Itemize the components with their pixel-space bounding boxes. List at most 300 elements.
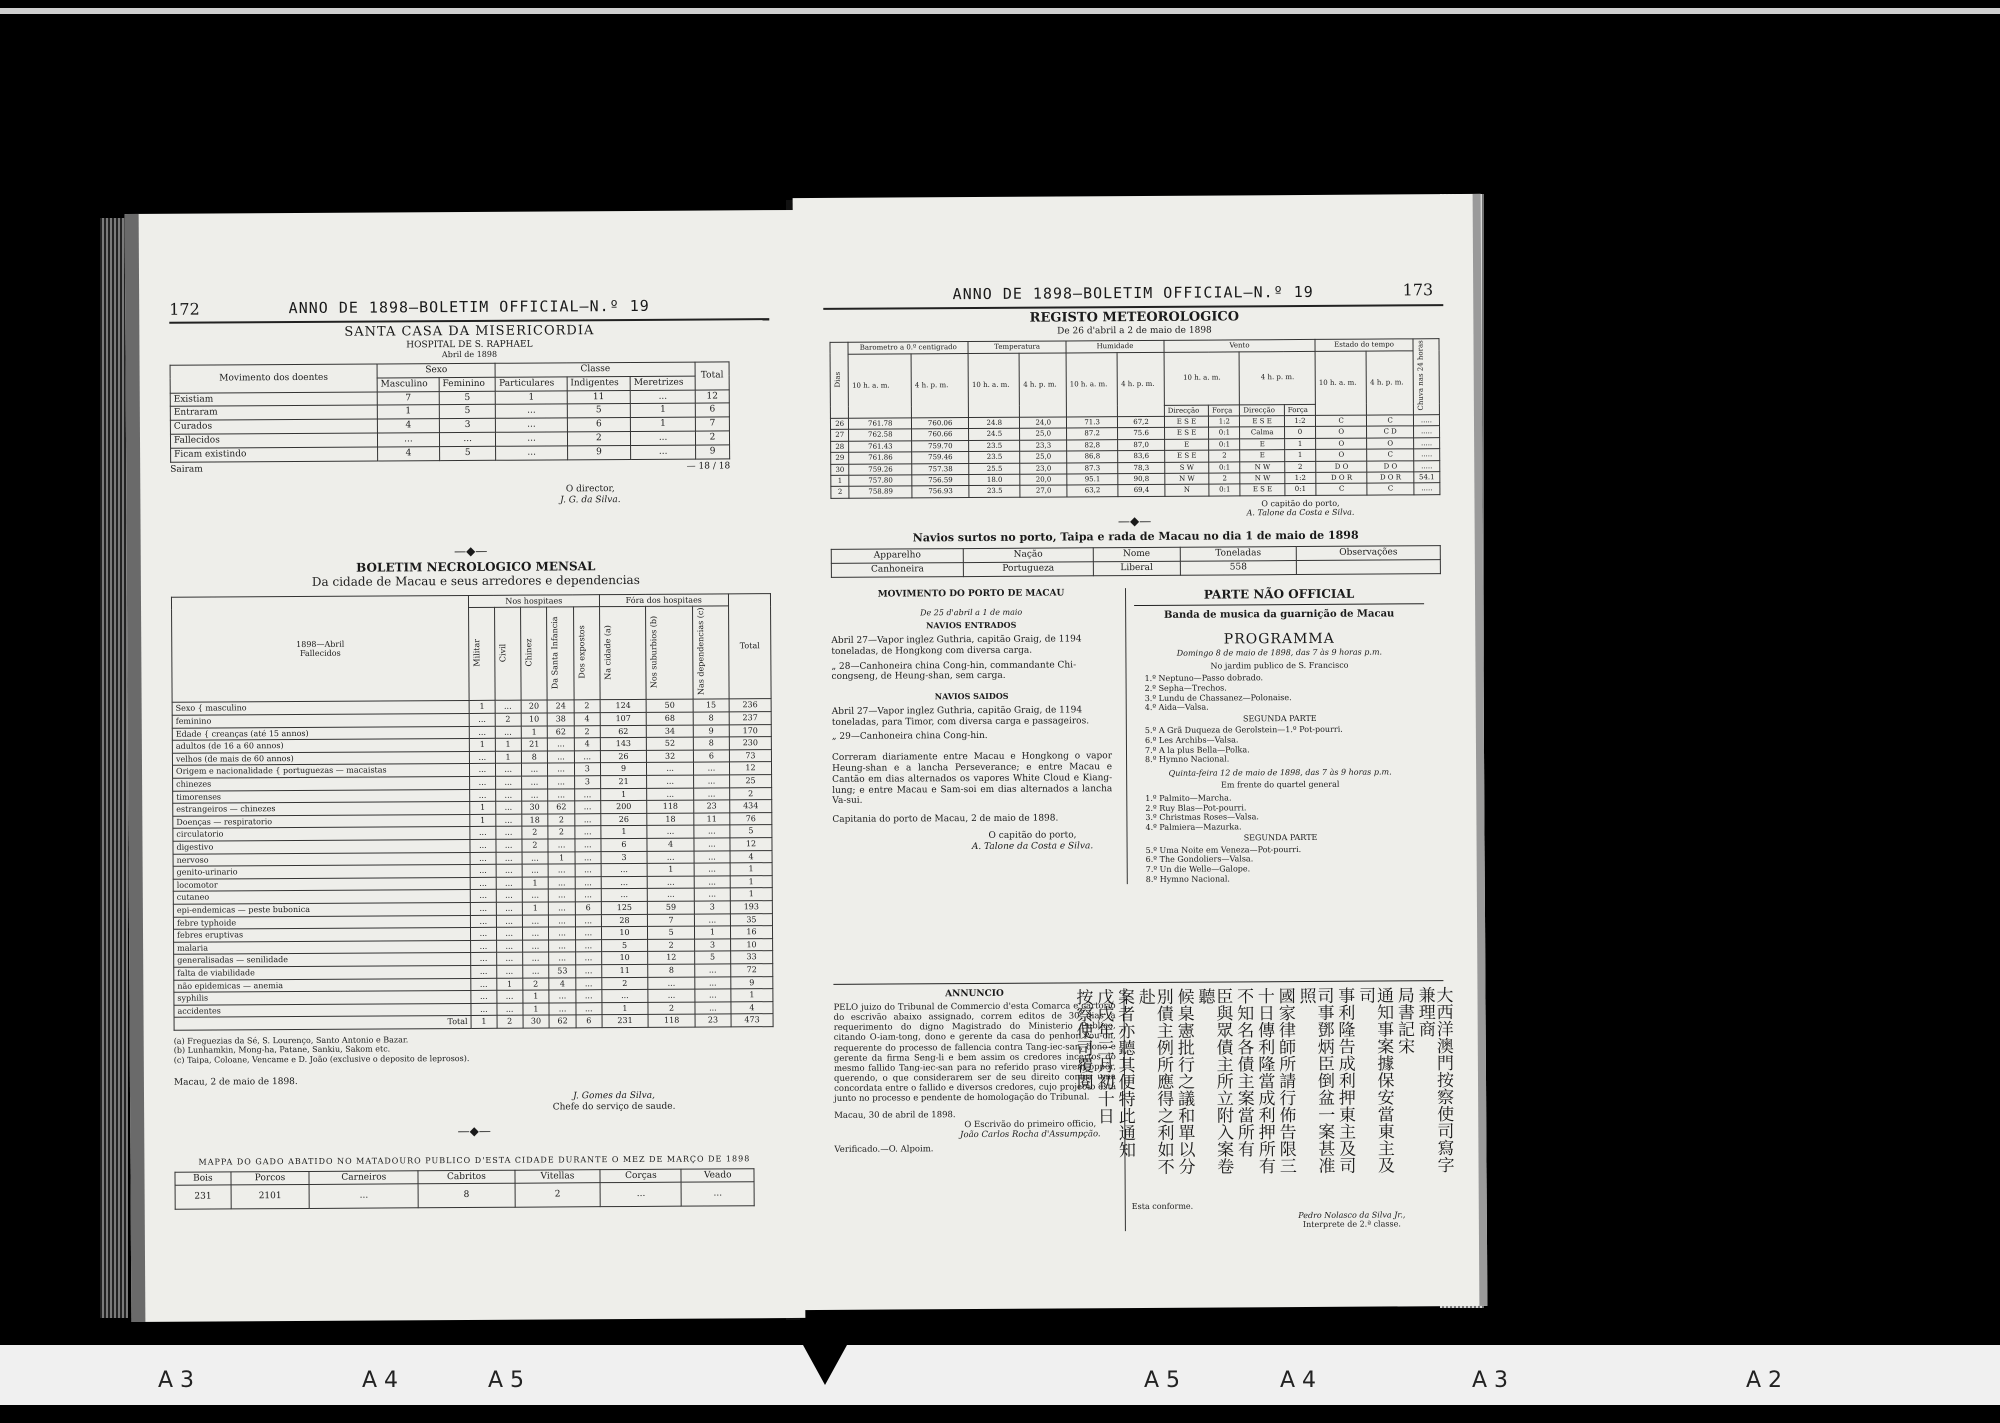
date-2: Quinta-feira 12 de maio de 1898, das 7 às 9 horas p.m. (1168, 767, 1392, 778)
misericordia-body (170, 389, 729, 461)
row-label: accidentes (174, 1003, 471, 1017)
table-cell: ... (575, 801, 601, 814)
table-cell: 0 (1284, 427, 1315, 439)
table-cell: ... (497, 990, 523, 1003)
table-cell: 9 (696, 445, 730, 459)
period: De 25 d'abril a 1 de maio (920, 607, 1023, 618)
table-cell: ... (694, 787, 730, 800)
table-cell: ... (694, 888, 730, 901)
table-cell: ... (694, 838, 730, 851)
table-cell: ... (470, 902, 496, 915)
table-cell: ... (575, 864, 601, 877)
table-cell: 1 (521, 726, 548, 739)
row-label: chinezes (173, 776, 470, 790)
table-cell: ... (647, 775, 694, 788)
table-cell: 118 (648, 1014, 695, 1027)
table-cell: ... (548, 864, 575, 877)
table-cell: 25.5 (969, 463, 1020, 475)
place-date: Capitania do porto de Macau, 2 de maio de 1898. (832, 813, 1059, 826)
table-cell: ... (695, 989, 731, 1002)
necrologico-body (172, 699, 773, 1017)
col-head (692, 606, 729, 699)
table-cell: ... (522, 952, 549, 965)
table-cell: 0:1 (1209, 439, 1240, 451)
table-cell: 2 (497, 1015, 523, 1028)
table-cell: C (1316, 415, 1367, 427)
col-days: Dias (830, 343, 849, 419)
table-cell: ... (496, 827, 522, 840)
chinese-column: 戊戌年三月初十日 (1093, 988, 1114, 1125)
chinese-columns (1072, 986, 1454, 1198)
table-cell: 2 (1209, 450, 1240, 462)
row-label: Fallecidos (170, 433, 377, 448)
sum-total: — 18 / 18 (686, 460, 731, 472)
table-cell: 4 (730, 850, 772, 863)
table-cell: ... (602, 989, 649, 1002)
chinese-column: 不知名各債主案當所有 (1233, 987, 1255, 1158)
table-cell: ... (471, 940, 497, 953)
misericordia-table (170, 361, 731, 462)
film-label: A 3 (1472, 1368, 1509, 1393)
chinese-column: 事利隆告成利押東主及司 (1334, 986, 1356, 1174)
table-cell: 59 (648, 901, 695, 914)
col-head: Nome (1093, 547, 1180, 561)
parte-section (1125, 586, 1426, 884)
table-cell: ... (497, 1003, 523, 1016)
table-cell: 62 (549, 1015, 576, 1028)
table-cell: 21 (521, 738, 548, 751)
table-cell: 230 (729, 737, 771, 750)
table-cell: 54.1 (1414, 472, 1440, 484)
footnotes: (a) Freguezias da Sé, S. Lourenço, Santo Antonio e Bazar. (b) Lunhamkin, Mong-ha, Patane, Sankiu, Sakom etc. (c) Taipa, Coloane, Vencame e D. João (exclusive o deposito de leprosos). (173, 1035, 470, 1065)
film-top-edge (0, 8, 2000, 14)
col-head-label: Da Santa Infancia (550, 616, 560, 689)
table-cell: 2 (601, 977, 648, 990)
table-cell: 10 (601, 927, 648, 940)
group-outside: Fóra dos hospitaes (599, 594, 728, 607)
table-cell: Canhoneira (831, 563, 963, 578)
col-head: Apparelho (831, 549, 963, 564)
table-cell: ... (574, 750, 600, 763)
col-head-label: Militar (472, 639, 482, 667)
section-title: SANTA CASA DA MISERICORDIA (344, 323, 595, 340)
table-cell: 2 (515, 1183, 601, 1208)
chinese-notice (1072, 986, 1454, 1231)
table-cell: 6 (567, 418, 631, 432)
table-cell: 756.93 (912, 486, 969, 498)
table-cell: 38 (547, 713, 574, 726)
table-cell: 30 (523, 1015, 550, 1028)
table-cell: 237 (729, 712, 771, 725)
table-cell: 30 (831, 464, 849, 476)
col-head (646, 606, 693, 699)
table-cell: D O R (1316, 472, 1367, 484)
table-cell: 2 (521, 839, 548, 852)
table-cell: 1 (1284, 438, 1315, 450)
table-cell: 2 (567, 431, 631, 445)
table-cell: ... (522, 852, 549, 865)
table-cell: ... (471, 978, 497, 991)
table-cell: 6 (695, 403, 729, 417)
row-label: Entraram (170, 405, 377, 420)
table-cell: ... (575, 851, 601, 864)
table-cell: 12 (729, 762, 771, 775)
table-cell: 759.26 (849, 463, 912, 475)
table-cell: 1 (377, 405, 439, 419)
col-head-label: Na cidade (a) (602, 624, 613, 680)
col-wind: Vento (1164, 340, 1315, 352)
film-label: A 5 (488, 1368, 525, 1393)
list-3: 1.º Palmito—Marcha. 2.º Ruy Blas—Pot-pourri. 3.º Christmas Roses—Valsa. 4.º Palmiera—Mazurka. (1145, 793, 1259, 832)
row-label: Doenças — respiratorio (173, 814, 470, 828)
table-cell: 8 (521, 751, 548, 764)
table-cell: 125 (601, 901, 648, 914)
subcol: Meretrizes (630, 376, 695, 390)
place-1: No jardim publico de S. Francisco (1210, 660, 1349, 671)
table-cell: 2 (696, 431, 730, 445)
table-cell: ... (576, 965, 602, 978)
table-cell: 2 (521, 826, 548, 839)
table-cell: 62 (547, 725, 574, 738)
table-cell: 6 (693, 750, 729, 763)
table-cell: 4 (574, 713, 600, 726)
table-cell: 25 (729, 775, 771, 788)
necrologico-section (171, 558, 784, 1116)
table-cell: 9 (693, 725, 729, 738)
table-cell: 107 (600, 712, 647, 725)
col-head-label: Dos expostos (577, 625, 587, 680)
chinese-column: 局書記宋 (1393, 986, 1415, 1055)
table-cell: ... (548, 738, 575, 751)
table-cell: ... (496, 965, 522, 978)
table-cell: ... (496, 902, 522, 915)
table-cell: ... (575, 939, 601, 952)
table-cell: ... (496, 446, 567, 460)
table-cell: 8 (693, 737, 729, 750)
table-cell: ..... (1414, 483, 1440, 495)
table-cell: Portugueza (963, 562, 1093, 577)
col-head (599, 607, 646, 700)
table-cell: ... (469, 764, 495, 777)
table-cell: 1:2 (1285, 472, 1316, 484)
row-label: epi-endemicas — peste bubonica (173, 902, 470, 916)
table-cell: 20,0 (1020, 474, 1067, 486)
meteo-table: Dias Barometro a 0.º centigrado Temperatura Humidade Vento Estado do tempo Chuva nas 24 horas 10 h. a. m. 4 h. p. m. 10 h. a. m. 4 h. p. m. 10 h. a. m. 4 h. p. m. 10 h. a. m. 4 h. p. m. 10 h. a. m. 4 h. p. m. Direcção Força Direcção Força 26 761.78 760.06 24.8 24,0 71.3 67,2 E S E 1:2 E S E 1:2 C C ..... 27 762.58 760.66 24.5 25,0 87.2 75.6 E S E 0:1 Calma 0 O C D ..... 28 761.43 759.70 23.5 23,3 82,8 87,0 E 0:1 E 1 O O ..... 29 761.86 759.46 23.5 25,0 86,8 83,6 E S E 2 E 1 O C ..... 30 759.26 757.38 25.5 23,0 87.3 78,3 S W 0:1 N W 2 D O D O ..... 1 757.80 756.59 18.0 20,0 95.1 90,8 N W 2 N W 1:2 D O R D O R 54.1 2 758.89 756.93 23.5 27,0 63,2 69,4 N 0:1 E S E 0:1 C C ..... (829, 339, 1440, 499)
col-head (469, 608, 495, 701)
table-cell: 32 (647, 750, 694, 763)
table-cell: 10 (521, 713, 548, 726)
health-chief-signature: J. Gomes da Silva, Chefe do serviço de saude. (552, 1091, 676, 1113)
table-cell: C D (1367, 426, 1414, 438)
table-cell: 21 (600, 775, 647, 788)
table-cell: 9 (731, 976, 773, 989)
col-head-label: Nos suburbios (b) (649, 615, 659, 689)
film-label: A 4 (362, 1368, 399, 1393)
table-cell: ... (576, 1002, 602, 1015)
table-cell: 2 (548, 826, 575, 839)
table-cell: ..... (1413, 415, 1439, 427)
table-cell: ..... (1414, 437, 1440, 449)
table-cell: 1 (730, 888, 772, 901)
table-total-row: Total 1 2 30 62 6 231 118 23 473 (174, 1014, 773, 1030)
table-cell: ... (575, 788, 601, 801)
table-cell: E (1164, 439, 1208, 451)
table-cell: 761.43 (849, 441, 912, 453)
table-cell: ... (439, 432, 496, 446)
table-cell: 1 (694, 926, 730, 939)
table-cell: 558 (1180, 561, 1297, 576)
navios-row (831, 560, 1440, 578)
table-cell: ... (522, 915, 549, 928)
table-cell: 0:1 (1209, 484, 1240, 496)
table-cell: 1 (730, 875, 772, 888)
film-label: A 2 (1746, 1368, 1783, 1393)
table-cell: 73 (729, 749, 771, 762)
table-cell: 3 (694, 901, 730, 914)
section-subtitle: De 26 d'abril a 2 de maio de 1898 (1057, 325, 1212, 337)
table-cell: ... (470, 776, 496, 789)
table-cell: E S E (1240, 484, 1284, 496)
col-barometer: Barometro a 0.º centigrado (848, 342, 968, 354)
table-cell: 2 (648, 939, 695, 952)
table-cell (1297, 560, 1441, 575)
table-cell: ... (496, 952, 522, 965)
table-cell: ... (648, 888, 695, 901)
table-cell: O (1316, 438, 1367, 450)
section-title: Navios surtos no porto, Taipa e rada de Macau no dia 1 de maio de 1898 (912, 528, 1359, 545)
gado-values-row (175, 1182, 754, 1210)
row-label: timorenses (173, 789, 470, 803)
table-cell: 75.6 (1118, 428, 1165, 440)
table-cell: ... (549, 952, 576, 965)
table-cell: 63,2 (1067, 485, 1118, 497)
table-cell: 5 (567, 404, 631, 418)
row-label: Curados (170, 419, 377, 434)
row-label: Origem e nacionalidade { portuguezas — macaistas (172, 764, 469, 778)
gado-table (174, 1168, 754, 1210)
table-cell: 24 (547, 700, 574, 713)
table-cell: ... (694, 850, 730, 863)
table-cell: ... (549, 1003, 576, 1016)
table-cell: 5 (439, 405, 496, 419)
table-cell: ... (575, 876, 601, 889)
col-temperature: Temperatura (968, 341, 1066, 353)
table-cell: ... (695, 1002, 731, 1015)
table-cell: 3 (574, 763, 600, 776)
row-label: genito-urinario (173, 865, 470, 879)
table-cell: 473 (731, 1014, 773, 1027)
col-head (573, 607, 599, 700)
table-cell: S W (1165, 462, 1209, 474)
segunda-parte-2: SEGUNDA PARTE (1243, 833, 1318, 843)
col-head: Bois (175, 1172, 231, 1186)
list-2: 5.º A Grã Duqueza de Gerolstein—1.º Pot-pourri. 6.º Les Archibs—Valsa. 7.º A la plus Bella—Polka. 8.º Hymno Nacional. (1144, 725, 1343, 765)
table-cell: ... (694, 825, 730, 838)
table-cell: 1 (522, 1003, 549, 1016)
table-cell: 5 (601, 939, 648, 952)
table-cell: 9 (567, 445, 631, 459)
section-title: MAPPA DO GADO ABATIDO NO MATADOURO PUBLICO D'ESTA CIDADE DURANTE O MEZ DE MARÇO DE 1898 (198, 1154, 751, 1167)
table-cell: 10 (730, 938, 772, 951)
table-cell: ... (470, 927, 496, 940)
row-label: Ficam existindo (171, 447, 378, 462)
table-cell: 1 (730, 863, 772, 876)
table-cell: ... (601, 864, 648, 877)
table-cell: ... (496, 877, 522, 890)
table-cell: 143 (600, 738, 647, 751)
meteo-body (830, 415, 1439, 498)
table-cell: 53 (549, 965, 576, 978)
table-cell: 4 (731, 1001, 773, 1014)
table-cell: 50 (646, 700, 693, 713)
col-head: Observações (1296, 546, 1440, 561)
saidos-head: NAVIOS SAIDOS (934, 690, 1009, 702)
entrados-head: NAVIOS ENTRADOS (926, 620, 1017, 631)
table-cell: 1 (471, 1016, 497, 1029)
table-cell: ... (631, 431, 696, 445)
meteo-section (829, 308, 1440, 521)
row-label: Sexo { masculino (172, 701, 469, 715)
table-cell: 27 (831, 430, 849, 442)
table-cell: 4 (378, 446, 440, 460)
table-cell: 5 (695, 951, 731, 964)
table-cell: 78,3 (1118, 462, 1165, 474)
table-cell: 3 (439, 418, 496, 432)
director-signature: O director, J. G. da Silva. (560, 484, 621, 506)
table-cell: ... (470, 827, 496, 840)
col-head: Cabritos (418, 1170, 514, 1184)
table-cell: 0:1 (1285, 484, 1316, 496)
table-cell: N (1165, 484, 1209, 496)
table-cell: ... (647, 825, 694, 838)
table-cell: ... (470, 915, 496, 928)
film-notch (803, 1345, 847, 1385)
table-cell: 118 (647, 800, 694, 813)
table-cell: 18 (647, 813, 694, 826)
col-head (547, 607, 574, 700)
table-cell: C (1367, 449, 1414, 461)
table-cell: 12 (648, 951, 695, 964)
table-cell: 25,0 (1020, 451, 1067, 463)
table-cell: ... (495, 701, 521, 714)
table-cell: ... (693, 762, 729, 775)
table-cell: 16 (730, 926, 772, 939)
col-total: Total (695, 362, 729, 390)
table-cell: 62 (548, 801, 575, 814)
section-title: BOLETIM NECROLOGICO MENSAL (356, 559, 596, 575)
table-cell: 24.8 (969, 417, 1020, 429)
table-cell: ... (496, 864, 522, 877)
row-label: febre typhoide (173, 915, 470, 929)
table-cell: 3 (694, 939, 730, 952)
row-label: generalisadas — senilidade (174, 953, 471, 967)
table-cell: ... (648, 977, 695, 990)
row-label: estrangeiros — chinezes (173, 802, 470, 816)
col-head: Porcos (231, 1171, 310, 1185)
table-cell: ... (470, 864, 496, 877)
ornament-divider: —◆— (457, 1123, 491, 1139)
table-cell: ... (575, 839, 601, 852)
navios-section (831, 528, 1441, 578)
necrologico-table (171, 593, 774, 1031)
table-cell: ... (549, 914, 576, 927)
table-cell: ... (496, 432, 567, 446)
list-4: 5.º Uma Noite em Veneza—Pot-pourri. 6.º The Gondoliers—Valsa. 7.º Un die Welle—Galope. 8.º Hymno Nacional. (1145, 844, 1302, 884)
col-head: Veado (681, 1168, 754, 1182)
chinese-column: 國家律師所請行佈告限三 (1274, 987, 1296, 1175)
table-cell: ... (548, 788, 575, 801)
chinese-column: 別債主例所應得之利如不赴 (1134, 987, 1174, 1175)
table-cell: 2 (1209, 473, 1240, 485)
chinese-column: 案者亦聽其便特此通知 (1113, 988, 1135, 1159)
table-cell: ... (548, 751, 575, 764)
table-cell: ... (521, 789, 548, 802)
table-cell: ... (495, 801, 521, 814)
table-cell: 23,0 (1020, 462, 1067, 474)
subcol: Feminino (439, 377, 496, 391)
table-row (831, 483, 1440, 498)
sairam-label: Sairam (170, 464, 203, 475)
table-cell: 2 (831, 487, 849, 499)
table-corner: 1898—Abril Fallecidos (171, 595, 469, 702)
table-cell: 1 (496, 390, 567, 404)
chinese-column: 候臬憲批行之議和單以分 (1173, 987, 1195, 1175)
right-page (793, 194, 1488, 1310)
table-cell: 5 (439, 446, 496, 460)
table-cell: 759.46 (912, 452, 969, 464)
table-cell: ... (600, 1183, 681, 1207)
table-cell: 1 (548, 851, 575, 864)
table-cell: N W (1240, 461, 1284, 473)
table-cell: 7 (377, 391, 439, 405)
table-cell: E (1240, 438, 1284, 450)
table-cell: C (1367, 415, 1414, 427)
table-cell: 5 (730, 825, 772, 838)
table-cell: ... (496, 915, 522, 928)
subcol: Particulares (496, 377, 567, 391)
table-cell: 23 (695, 1014, 731, 1027)
programma-title: PROGRAMMA (1223, 631, 1335, 648)
page-number: 173 (1402, 280, 1434, 300)
table-cell: 6 (576, 1015, 602, 1028)
chinese-column: 司事鄧炳臣倒盆一案甚准照 (1295, 986, 1335, 1174)
table-cell: 1:2 (1209, 416, 1240, 428)
row-label: syphilis (174, 991, 471, 1005)
table-cell: 9 (600, 763, 647, 776)
date-1: Domingo 8 de maio de 1898, das 7 às 9 horas p.m. (1176, 647, 1383, 658)
table-cell: ... (694, 913, 730, 926)
col-weather: Estado do tempo (1315, 339, 1413, 351)
table-cell: 87,0 (1118, 439, 1165, 451)
chinese-column: 臣與眾債主所立附入案卷聽 (1194, 987, 1234, 1175)
table-cell: ... (631, 445, 696, 459)
saida-item: Abril 27—Vapor inglez Guthria, capitão Graig, de 1194 toneladas, para Timor, com diversa carga e passageiros. (831, 705, 1090, 728)
table-cell: 28 (831, 441, 849, 453)
table-cell: 76 (730, 812, 772, 825)
row-label: Edade { creanças (até 15 annos) (172, 726, 469, 740)
entrada-item: „ 28—Canhoneira china Cong-hin, commandante Chi-congseng, de Heung-shan, sem carga. (831, 659, 1077, 683)
table-cell: 23 (694, 800, 730, 813)
table-cell: 95.1 (1067, 474, 1118, 486)
table-cell: 7 (695, 417, 729, 431)
table-cell: ... (471, 1003, 497, 1016)
segunda-parte-1: SEGUNDA PARTE (1242, 713, 1317, 724)
table-cell: ... (469, 751, 495, 764)
table-cell: 8 (418, 1184, 514, 1209)
table-cell: ... (309, 1184, 418, 1209)
page-number: 172 (169, 299, 200, 319)
table-cell: ... (576, 977, 602, 990)
